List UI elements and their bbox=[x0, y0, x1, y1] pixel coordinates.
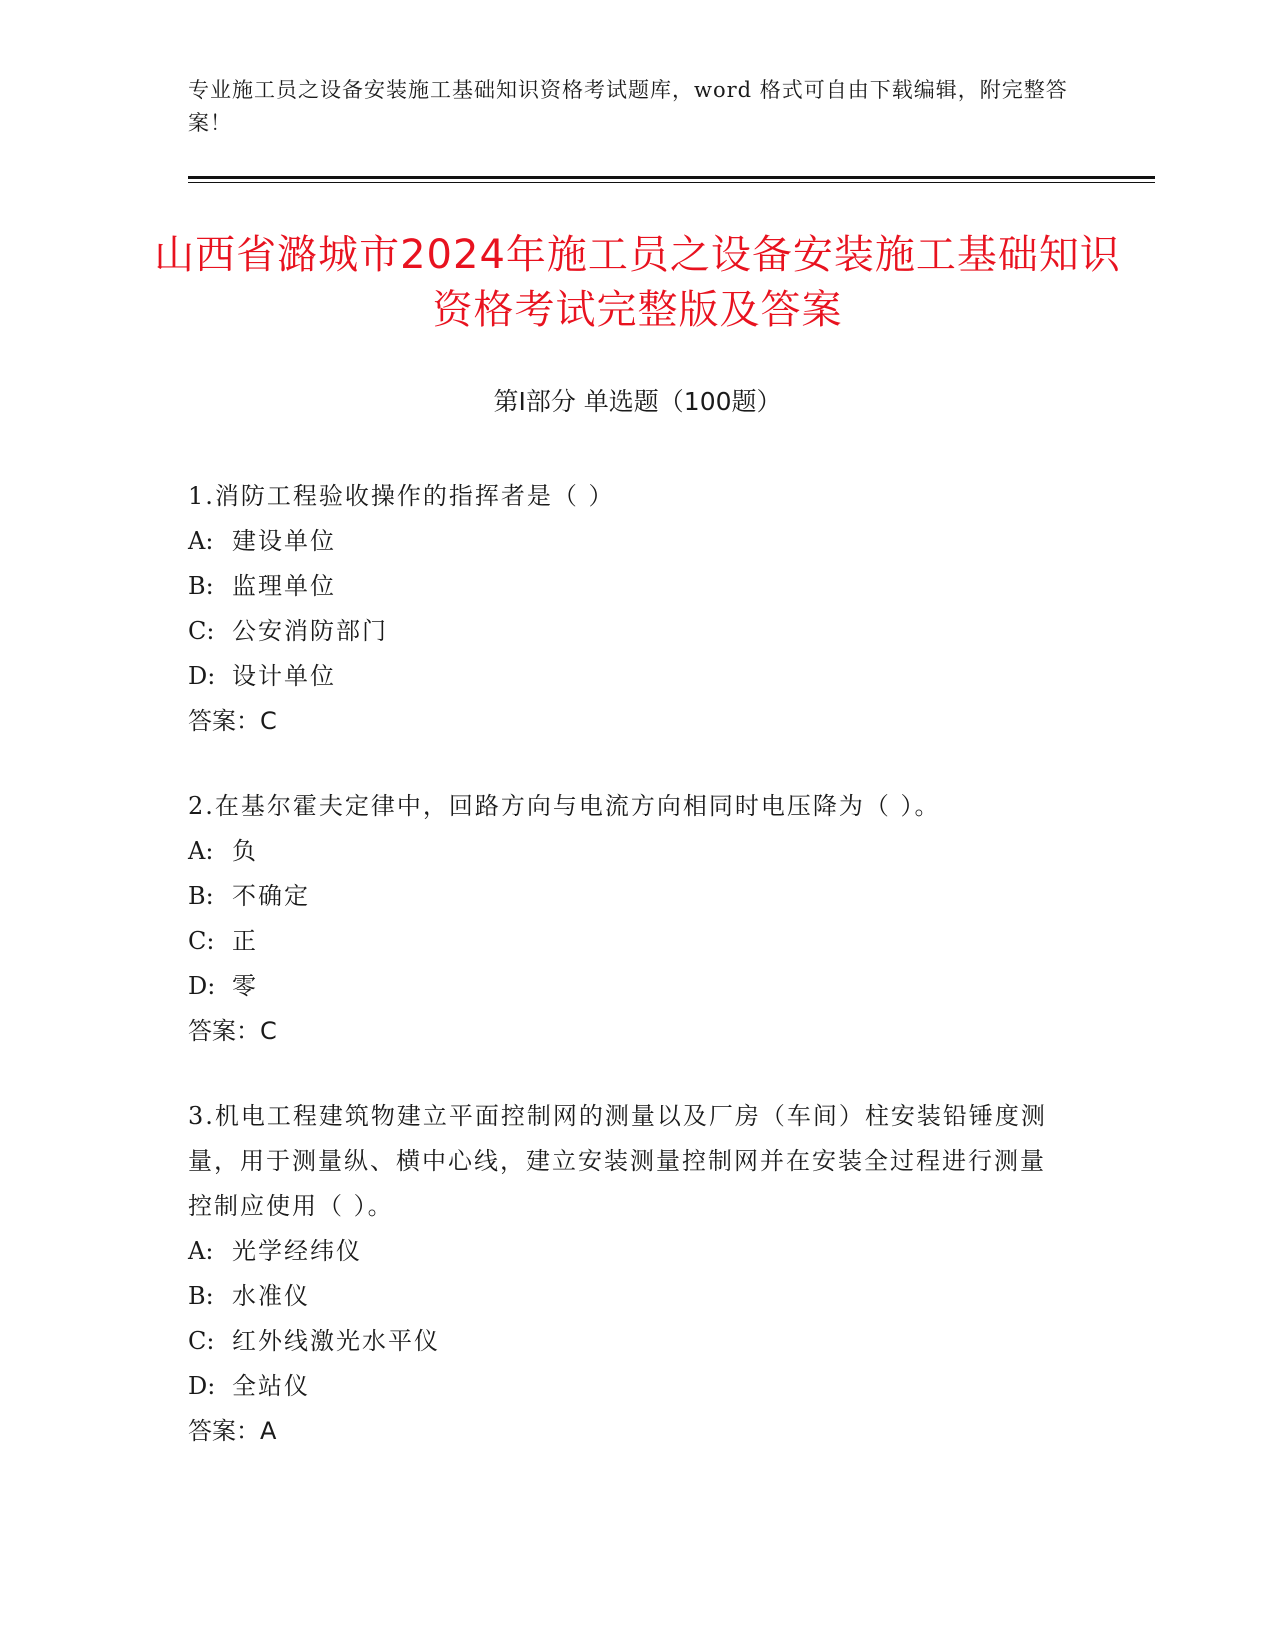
option-text: 零 bbox=[232, 972, 258, 1000]
option-a bbox=[188, 1229, 1068, 1274]
option-letter: D: bbox=[188, 1372, 216, 1400]
question-list bbox=[188, 474, 1068, 1494]
option-letter: D: bbox=[188, 972, 216, 1000]
answer-line: 答案：C bbox=[188, 707, 277, 735]
question-stem: 2.在基尔霍夫定律中，回路方向与电流方向相同时电压降为（ ）。 bbox=[188, 792, 941, 820]
question-1 bbox=[188, 474, 1068, 744]
section-heading: 第Ⅰ部分 单选题（100题） bbox=[493, 387, 782, 416]
header-divider-thick bbox=[188, 176, 1155, 179]
option-text: 不确定 bbox=[232, 882, 310, 910]
answer-line: 答案：A bbox=[188, 1417, 277, 1445]
option-letter: A: bbox=[188, 527, 214, 555]
option-letter: B: bbox=[188, 1282, 214, 1310]
answer-line: 答案：C bbox=[188, 1017, 277, 1045]
option-letter: C: bbox=[188, 1327, 215, 1355]
option-letter: C: bbox=[188, 617, 215, 645]
option-text: 水准仪 bbox=[232, 1282, 310, 1310]
header-note: 专业施工员之设备安装施工基础知识资格考试题库，word 格式可自由下载编辑，附完整答案！ bbox=[188, 78, 1068, 135]
option-text: 红外线激光水平仪 bbox=[232, 1327, 440, 1355]
question-3 bbox=[188, 1094, 1068, 1454]
option-letter: D: bbox=[188, 662, 216, 690]
question-stem: 1.消防工程验收操作的指挥者是（ ） bbox=[188, 482, 615, 510]
option-d bbox=[188, 1364, 1068, 1409]
option-d bbox=[188, 654, 1068, 699]
option-b bbox=[188, 1274, 1068, 1319]
option-c bbox=[188, 1319, 1068, 1364]
question-2 bbox=[188, 784, 1068, 1054]
option-text: 全站仪 bbox=[232, 1372, 310, 1400]
option-a bbox=[188, 519, 1068, 564]
option-letter: A: bbox=[188, 837, 214, 865]
option-letter: B: bbox=[188, 572, 214, 600]
option-text: 正 bbox=[232, 927, 258, 955]
option-letter: C: bbox=[188, 927, 215, 955]
option-text: 设计单位 bbox=[232, 662, 336, 690]
option-d bbox=[188, 964, 1068, 1009]
option-b bbox=[188, 874, 1068, 919]
document-title: 山西省潞城市2024年施工员之设备安装施工基础知识资格考试完整版及答案 bbox=[154, 232, 1121, 333]
option-a bbox=[188, 829, 1068, 874]
header-divider-thin bbox=[188, 182, 1155, 183]
option-letter: B: bbox=[188, 882, 214, 910]
question-stem: 3.机电工程建筑物建立平面控制网的测量以及厂房（车间）柱安装铅锤度测量，用于测量纵、横中心线，建立安装测量控制网并在安装全过程进行测量控制应使用（ ）。 bbox=[188, 1102, 1047, 1220]
option-c bbox=[188, 919, 1068, 964]
option-text: 光学经纬仪 bbox=[232, 1237, 362, 1265]
option-text: 监理单位 bbox=[232, 572, 336, 600]
option-b bbox=[188, 564, 1068, 609]
option-text: 建设单位 bbox=[232, 527, 336, 555]
option-c bbox=[188, 609, 1068, 654]
option-text: 公安消防部门 bbox=[232, 617, 388, 645]
option-text: 负 bbox=[232, 837, 258, 865]
option-letter: A: bbox=[188, 1237, 214, 1265]
